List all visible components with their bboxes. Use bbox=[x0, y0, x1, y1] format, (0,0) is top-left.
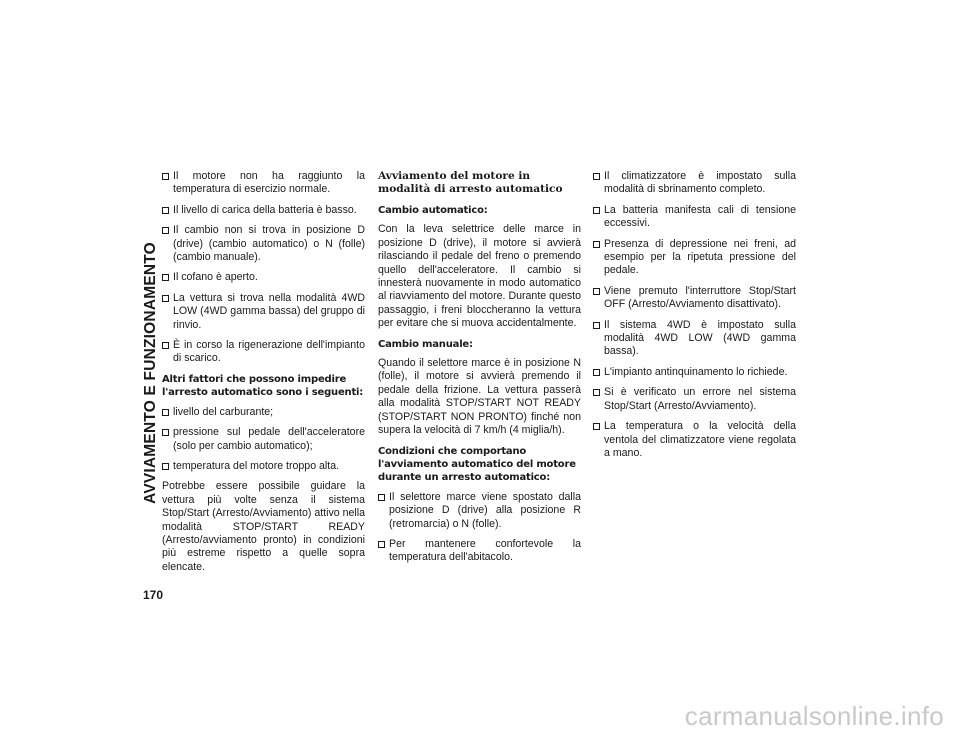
checkbox-bullet-icon bbox=[162, 274, 169, 281]
other-factors-heading: Altri fattori che possono impedire l'arresto automatico sono i seguenti: bbox=[162, 373, 364, 399]
list-item: Il cambio non si trova in posizione D (drive) (cambio automatico) o N (folle) (cambio manuale). bbox=[162, 224, 365, 264]
list-item: Il livello di carica della batteria è basso. bbox=[162, 204, 365, 217]
checkbox-bullet-icon bbox=[593, 288, 600, 295]
automatic-transmission-heading: Cambio automatico: bbox=[378, 205, 488, 216]
list-item: Si è verificato un errore nel sistema Stop/Start (Arresto/Avviamento). bbox=[593, 386, 796, 413]
list-item: L'impianto antinquinamento lo richiede. bbox=[593, 366, 796, 379]
list-item: Il climatizzatore è impostato sulla modalità di sbrinamento completo. bbox=[593, 170, 796, 197]
checkbox-bullet-icon bbox=[593, 322, 600, 329]
closing-paragraph: Potrebbe essere possibile guidare la vettura più volte senza il sistema Stop/Start (Arresto/Avviamento) attivo nella modalità STOP/START READY (Arresto/avviamento pronto) in condizioni più estreme rispetto a quelle sopra elencate. bbox=[162, 480, 365, 573]
list-item: La batteria manifesta cali di tensione eccessivi. bbox=[593, 204, 796, 231]
checkbox-bullet-icon bbox=[593, 173, 600, 180]
checkbox-bullet-icon bbox=[593, 389, 600, 396]
checkbox-bullet-icon bbox=[162, 342, 169, 349]
right-column bbox=[593, 170, 796, 467]
middle-column bbox=[378, 170, 581, 572]
list-item: Presenza di depressione nei freni, ad esempio per la ripetuta pressione del pedale. bbox=[593, 238, 796, 278]
checkbox-bullet-icon bbox=[162, 429, 169, 436]
automatic-transmission-text: Con la leva selettrice delle marce in posizione D (drive), il motore si avvierà rilasciando il pedale del freno o premendo quello dell'acceleratore. Il cambio si innesterà nuovamente in modo automatico al riavviamento del motore. Durante questo passaggio, i freni bloccheranno la vettura per evitare che si muova accidentalmente. bbox=[378, 223, 581, 330]
checkbox-bullet-icon bbox=[162, 295, 169, 302]
chapter-side-title bbox=[139, 168, 163, 578]
conditions-heading: Condizioni che comportano l'avviamento automatico del motore durante un arresto automatico: bbox=[378, 445, 576, 484]
list-item: temperatura del motore troppo alta. bbox=[162, 460, 365, 473]
section-title: Avviamento del motore in modalità di arresto automatico bbox=[378, 170, 563, 195]
manual-transmission-heading: Cambio manuale: bbox=[378, 338, 473, 350]
checkbox-bullet-icon bbox=[162, 409, 169, 416]
list-item: È in corso la rigenerazione dell'impianto di scarico. bbox=[162, 339, 365, 366]
checkbox-bullet-icon bbox=[162, 207, 169, 214]
list-item: livello del carburante; bbox=[162, 406, 365, 419]
checkbox-bullet-icon bbox=[593, 241, 600, 248]
left-column bbox=[162, 170, 365, 581]
list-item: pressione sul pedale dell'acceleratore (solo per cambio automatico); bbox=[162, 426, 365, 453]
checkbox-bullet-icon bbox=[593, 369, 600, 376]
checkbox-bullet-icon bbox=[162, 227, 169, 234]
list-item: La vettura si trova nella modalità 4WD LOW (4WD gamma bassa) del gruppo di rinvio. bbox=[162, 292, 365, 332]
checkbox-bullet-icon bbox=[162, 173, 169, 180]
list-item: Per mantenere confortevole la temperatura dell'abitacolo. bbox=[378, 538, 581, 565]
checkbox-bullet-icon bbox=[378, 541, 385, 548]
list-item: Il sistema 4WD è impostato sulla modalità 4WD LOW (4WD gamma bassa). bbox=[593, 319, 796, 359]
page-number: 170 bbox=[143, 588, 164, 602]
checkbox-bullet-icon bbox=[378, 494, 385, 501]
list-item: Viene premuto l'interruttore Stop/Start OFF (Arresto/Avviamento disattivato). bbox=[593, 285, 796, 312]
checkbox-bullet-icon bbox=[162, 463, 169, 470]
list-item: Il motore non ha raggiunto la temperatura di esercizio normale. bbox=[162, 170, 365, 197]
manual-transmission-text: Quando il selettore marce è in posizione N (folle), il motore si avvierà premendo il pedale della frizione. La vettura passerà alla modalità STOP/START NOT READY (STOP/START NON PRONTO) finché non supera la velocità di 7 km/h (4 miglia/h). bbox=[378, 357, 581, 437]
checkbox-bullet-icon bbox=[593, 423, 600, 430]
checkbox-bullet-icon bbox=[593, 207, 600, 214]
list-item: La temperatura o la velocità della ventola del climatizzatore viene regolata a mano. bbox=[593, 420, 796, 460]
watermark-link[interactable]: carmanualsonline.info bbox=[684, 701, 944, 731]
list-item: Il cofano è aperto. bbox=[162, 271, 365, 284]
list-item: Il selettore marce viene spostato dalla posizione D (drive) alla posizione R (retromarcia) o N (folle). bbox=[378, 491, 581, 531]
chapter-title-text: AVVIAMENTO E FUNZIONAMENTO bbox=[142, 242, 159, 504]
